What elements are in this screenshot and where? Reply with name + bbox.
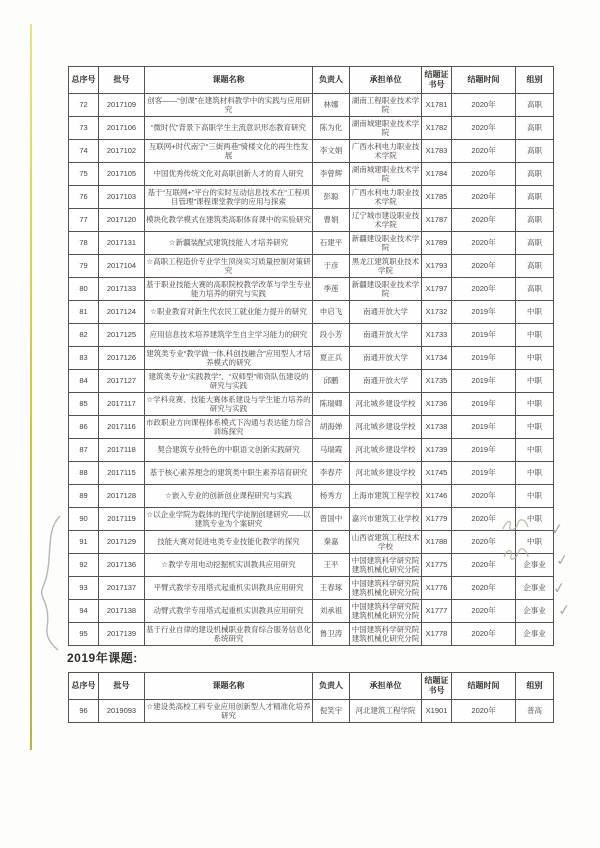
table-row: [69, 370, 554, 393]
cell-no: 78: [69, 232, 99, 255]
cell-no: 87: [69, 439, 99, 462]
column-header: 承担单位: [350, 67, 422, 94]
handwritten-brace: [36, 514, 66, 657]
cell-group: 高职: [516, 163, 554, 186]
cell-group: 高职: [516, 255, 554, 278]
cell-time: 2020年: [452, 186, 516, 209]
cell-no: 93: [69, 577, 99, 600]
cell-group: 中职: [516, 416, 554, 439]
cell-unit: 河北城乡建设学校: [350, 439, 422, 462]
cell-time: 2019年: [452, 347, 516, 370]
cell-leader: 申启飞: [313, 301, 350, 324]
cell-cert: X1789: [422, 232, 452, 255]
cell-unit: 南通开放大学: [350, 347, 422, 370]
cell-cert: X1781: [422, 94, 452, 117]
cell-title: ☆高职工程造价专业学生顶岗实习质量控制对策研究: [145, 255, 313, 278]
handwritten-checkmark: ✓: [551, 579, 567, 598]
cell-leader: 曾国中: [313, 508, 350, 531]
cell-cert: X1745: [422, 462, 452, 485]
cell-group: 高职: [516, 94, 554, 117]
cell-leader: 李春芹: [313, 462, 350, 485]
cell-group: 中职: [516, 485, 554, 508]
cell-time: 2019年: [452, 462, 516, 485]
column-header: 结题时间: [452, 67, 516, 94]
table-header-row: [69, 67, 554, 94]
cell-unit: 黑龙江建筑职业技术学院: [350, 255, 422, 278]
cell-batch: 2017109: [99, 94, 145, 117]
cell-unit: 河北城乡建设学校: [350, 462, 422, 485]
cell-leader: 鲁卫涛: [313, 623, 350, 646]
cell-no: 84: [69, 370, 99, 393]
table-row: [69, 163, 554, 186]
handwritten-checkmark: ✓: [554, 551, 570, 570]
cell-leader: 刘承祖: [313, 600, 350, 623]
cell-cert: X1782: [422, 117, 452, 140]
cell-no: 79: [69, 255, 99, 278]
cell-time: 2020年: [452, 531, 516, 554]
cell-no: 94: [69, 600, 99, 623]
cell-title: 平臂式教学专用塔式起重机实训教具应用研究: [145, 577, 313, 600]
cell-unit: 中国建筑科学研究院建筑机械化研究分院: [350, 577, 422, 600]
scan-artifact-yellow-line: [30, 24, 32, 750]
table-row: [69, 393, 554, 416]
cell-unit: 湖南工程职业技术学院: [350, 94, 422, 117]
cell-leader: 王春琢: [313, 577, 350, 600]
cell-unit: 广西水利电力职业技术学院: [350, 186, 422, 209]
cell-group: 企事业: [516, 623, 554, 646]
cell-batch: 2017131: [99, 232, 145, 255]
cell-leader: 林娜: [313, 94, 350, 117]
cell-no: 76: [69, 186, 99, 209]
cell-leader: 倪笑宇: [313, 700, 350, 723]
cell-batch: 2017119: [99, 508, 145, 531]
cell-no: 95: [69, 623, 99, 646]
cell-title: ☆嵌入专业的创新创业课程研究与实践: [145, 485, 313, 508]
table-row: [69, 508, 554, 531]
cell-cert: X1734: [422, 347, 452, 370]
cell-batch: 2017103: [99, 186, 145, 209]
cell-cert: X1776: [422, 577, 452, 600]
cell-no: 81: [69, 301, 99, 324]
cell-group: 中职: [516, 347, 554, 370]
column-header: 负责人: [313, 67, 350, 94]
cell-cert: X1788: [422, 531, 452, 554]
cell-title: 中国优秀传统文化对高职创新人才的育人研究: [145, 163, 313, 186]
cell-batch: 2017102: [99, 140, 145, 163]
cell-title: 基于行业自律的建设机械职业教育综合服务信息化系统研究: [145, 623, 313, 646]
cell-group: 中职: [516, 324, 554, 347]
cell-time: 2020年: [452, 117, 516, 140]
cell-unit: 南通开放大学: [350, 324, 422, 347]
cell-no: 83: [69, 347, 99, 370]
handwritten-checkmark: ✓: [556, 601, 572, 620]
cell-time: 2020年: [452, 278, 516, 301]
cell-leader: 夏正兵: [313, 347, 350, 370]
cell-no: 86: [69, 416, 99, 439]
table-row: [69, 462, 554, 485]
cell-group: 中职: [516, 439, 554, 462]
cell-time: 2020年: [452, 94, 516, 117]
cell-unit: 南通开放大学: [350, 370, 422, 393]
cell-leader: 胡海婵: [313, 416, 350, 439]
cell-leader: 彭聪: [313, 186, 350, 209]
table-row: [69, 255, 554, 278]
cell-batch: 2017106: [99, 117, 145, 140]
cell-cert: X1735: [422, 370, 452, 393]
column-header: 总序号: [69, 673, 99, 700]
column-header: 承担单位: [350, 673, 422, 700]
cell-title: 基于核心素养理念的建筑类中职生素养培育研究: [145, 462, 313, 485]
cell-batch: 2017137: [99, 577, 145, 600]
cell-leader: 邱鹏: [313, 370, 350, 393]
cell-group: 企事业: [516, 554, 554, 577]
table-row: [69, 209, 554, 232]
cell-title: 基于职业技能大赛的高职院校教学改革与学生专业能力培养的研究与实践: [145, 278, 313, 301]
cell-no: 85: [69, 393, 99, 416]
cell-group: 中职: [516, 531, 554, 554]
cell-unit: 广西水利电力职业技术学院: [350, 140, 422, 163]
cell-unit: 上海市建筑工程学校: [350, 485, 422, 508]
cell-time: 2020年: [452, 554, 516, 577]
cell-group: 企事业: [516, 577, 554, 600]
cell-cert: X1793: [422, 255, 452, 278]
cell-batch: 2017124: [99, 301, 145, 324]
cell-unit: 河北城乡建设学校: [350, 416, 422, 439]
cell-time: 2020年: [452, 600, 516, 623]
table-header-row: [69, 673, 554, 700]
cell-unit: 新疆建设职业技术学院: [350, 232, 422, 255]
cell-batch: 2017104: [99, 255, 145, 278]
column-header: 结题证书号: [422, 67, 452, 94]
cell-unit: 河北建筑工程学院: [350, 700, 422, 723]
cell-title: ☆教学专用电动挖掘机实训教具应用研究: [145, 554, 313, 577]
cell-unit: 山西省建筑工程技术学校: [350, 531, 422, 554]
column-header: 结题证书号: [422, 673, 452, 700]
cell-time: 2019年: [452, 324, 516, 347]
cell-time: 2020年: [452, 623, 516, 646]
cell-batch: 2017136: [99, 554, 145, 577]
cell-group: 高职: [516, 186, 554, 209]
cell-cert: X1732: [422, 301, 452, 324]
cell-cert: X1738: [422, 416, 452, 439]
cell-batch: 2017139: [99, 623, 145, 646]
cell-cert: X1797: [422, 278, 452, 301]
cell-leader: 于彦: [313, 255, 350, 278]
column-header: 组别: [516, 673, 554, 700]
cell-group: 高职: [516, 209, 554, 232]
cell-cert: X1787: [422, 209, 452, 232]
cell-no: 75: [69, 163, 99, 186]
cell-no: 77: [69, 209, 99, 232]
cell-title: “微时代”背景下高职学生主流意识形态教育研究: [145, 117, 313, 140]
cell-no: 82: [69, 324, 99, 347]
table-row: [69, 347, 554, 370]
table-row: [69, 577, 554, 600]
table-row: [69, 439, 554, 462]
cell-cert: X1736: [422, 393, 452, 416]
cell-title: ☆建设类高校工科专业应用创新型人才精准化培养研究: [145, 700, 313, 723]
table-row: [69, 232, 554, 255]
cell-batch: 2017116: [99, 416, 145, 439]
cell-title: ☆职业教育对新生代农民工就业能力提升的研究: [145, 301, 313, 324]
cell-leader: 季莲: [313, 278, 350, 301]
cell-group: 企事业: [516, 600, 554, 623]
cell-unit: 河北城乡建设学校: [350, 393, 422, 416]
cell-time: 2020年: [452, 163, 516, 186]
cell-cert: X1784: [422, 163, 452, 186]
cell-cert: X1775: [422, 554, 452, 577]
cell-no: 92: [69, 554, 99, 577]
cell-leader: 李曾辉: [313, 163, 350, 186]
cell-title: 市政职业方向课程体系模式下沟通与表达能力综合训练探究: [145, 416, 313, 439]
cell-group: 高职: [516, 278, 554, 301]
cell-time: 2019年: [452, 416, 516, 439]
cell-unit: 中国建筑科学研究院建筑机械化研究分院: [350, 623, 422, 646]
cell-batch: 2017133: [99, 278, 145, 301]
cell-title: 应用信息技术培养建筑学生自主学习能力的研究: [145, 324, 313, 347]
column-header: 总序号: [69, 67, 99, 94]
cell-time: 2020年: [452, 140, 516, 163]
table-row: [69, 94, 554, 117]
cell-group: 中职: [516, 508, 554, 531]
cell-cert: X1733: [422, 324, 452, 347]
cell-group: 高职: [516, 117, 554, 140]
cell-title: ☆新疆装配式建筑技能人才培养研究: [145, 232, 313, 255]
cell-cert: X1779: [422, 508, 452, 531]
table-row: [69, 278, 554, 301]
cell-group: 高职: [516, 140, 554, 163]
cell-batch: 2017126: [99, 347, 145, 370]
cell-batch: 2017117: [99, 393, 145, 416]
section-heading-2019: 2019年课题:: [67, 651, 138, 665]
cell-cert: X1785: [422, 186, 452, 209]
cell-cert: X1778: [422, 623, 452, 646]
cell-leader: 段小芳: [313, 324, 350, 347]
table-row: [69, 186, 554, 209]
cell-batch: 2017127: [99, 370, 145, 393]
column-header: 课题名称: [145, 67, 313, 94]
handwritten-checkmark: ✓: [549, 520, 565, 539]
cell-no: 88: [69, 462, 99, 485]
cell-time: 2020年: [452, 255, 516, 278]
table-row: [69, 117, 554, 140]
cell-no: 90: [69, 508, 99, 531]
cell-time: 2020年: [452, 232, 516, 255]
cell-batch: 2017118: [99, 439, 145, 462]
table-row: [69, 324, 554, 347]
cell-unit: 湖南城建职业技术学院: [350, 163, 422, 186]
cell-time: 2020年: [452, 508, 516, 531]
cell-leader: 王平: [313, 554, 350, 577]
cell-batch: 2017129: [99, 531, 145, 554]
table-row: [69, 485, 554, 508]
cell-title: 模块化教学模式在建筑类高职体育课中的实验研究: [145, 209, 313, 232]
cell-group: 中职: [516, 462, 554, 485]
cell-time: 2020年: [452, 209, 516, 232]
column-header: 批号: [99, 673, 145, 700]
cell-leader: 杨秀方: [313, 485, 350, 508]
cell-no: 96: [69, 700, 99, 723]
cell-batch: 2017120: [99, 209, 145, 232]
cell-group: 高职: [516, 232, 554, 255]
cell-title: 互联网+时代南宁“三街两巷”骑楼文化的再生性发展: [145, 140, 313, 163]
cell-no: 89: [69, 485, 99, 508]
cell-unit: 南通开放大学: [350, 301, 422, 324]
column-header: 组别: [516, 67, 554, 94]
cell-batch: 2017105: [99, 163, 145, 186]
table-row: [69, 416, 554, 439]
cell-title: 创客——“创课”在建筑材料教学中的实践与应用研究: [145, 94, 313, 117]
cell-cert: X1739: [422, 439, 452, 462]
cell-title: 动臂式教学专用塔式起重机实训教具应用研究: [145, 600, 313, 623]
cell-title: 技能大赛对促进电类专业技能化教学的探究: [145, 531, 313, 554]
column-header: 结题时间: [452, 673, 516, 700]
cell-title: 基于“互联网+”平台的实时互动信息技术在“工程项目管理”课程课堂教学的应用与探索: [145, 186, 313, 209]
cell-leader: 陈瑞卿: [313, 393, 350, 416]
cell-title: 建筑类专业“教学做一体,科创技融合”应用型人才培养模式的研究: [145, 347, 313, 370]
cell-unit: 中国建筑科学研究院建筑机械化研究分院: [350, 554, 422, 577]
projects-table-2019: [68, 672, 554, 723]
cell-title: 建筑类专业“实践教学”、“双师型”师资队伍建设的研究与实践: [145, 370, 313, 393]
cell-unit: 嘉兴市建筑工业学校: [350, 508, 422, 531]
cell-time: 2019年: [452, 301, 516, 324]
cell-leader: 李文娟: [313, 140, 350, 163]
cell-batch: 2017125: [99, 324, 145, 347]
cell-time: 2019年: [452, 439, 516, 462]
cell-unit: 中国建筑科学研究院建筑机械化研究分院: [350, 600, 422, 623]
cell-group: 中职: [516, 301, 554, 324]
cell-time: 2019年: [452, 370, 516, 393]
column-header: 课题名称: [145, 673, 313, 700]
cell-cert: X1783: [422, 140, 452, 163]
cell-batch: 2019093: [99, 700, 145, 723]
cell-leader: 陈为化: [313, 117, 350, 140]
cell-title: ☆学科竞赛、技能大赛体系建设与学生能力培养的研究与实践: [145, 393, 313, 416]
cell-time: 2020年: [452, 700, 516, 723]
cell-leader: 秦嘉: [313, 531, 350, 554]
table-row: [69, 600, 554, 623]
cell-batch: 2017128: [99, 485, 145, 508]
cell-batch: 2017138: [99, 600, 145, 623]
column-header: 负责人: [313, 673, 350, 700]
table-row: [69, 700, 554, 723]
cell-title: 契合建筑专业特色的中职语文创新实践研究: [145, 439, 313, 462]
cell-cert: X1777: [422, 600, 452, 623]
cell-title: ☆以企业学院为载体的现代学徒制创建研究——以建筑专业为个案研究: [145, 508, 313, 531]
cell-cert: X1901: [422, 700, 452, 723]
cell-unit: 辽宁城市建设职业技术学院: [350, 209, 422, 232]
cell-no: 73: [69, 117, 99, 140]
column-header: 批号: [99, 67, 145, 94]
cell-leader: 石建平: [313, 232, 350, 255]
cell-batch: 2017115: [99, 462, 145, 485]
cell-group: 中职: [516, 370, 554, 393]
table-row: [69, 301, 554, 324]
cell-unit: 湖南城建职业技术学院: [350, 117, 422, 140]
cell-leader: 马瑞霞: [313, 439, 350, 462]
table-row: [69, 531, 554, 554]
table-row: [69, 554, 554, 577]
table-row: [69, 140, 554, 163]
cell-cert: X1746: [422, 485, 452, 508]
cell-no: 80: [69, 278, 99, 301]
cell-time: 2019年: [452, 393, 516, 416]
table-row: [69, 623, 554, 646]
cell-unit: 新疆建设职业技术学院: [350, 278, 422, 301]
projects-table-2017: [68, 66, 554, 646]
cell-time: 2020年: [452, 577, 516, 600]
cell-group: 普高: [516, 700, 554, 723]
cell-leader: 曹娟: [313, 209, 350, 232]
cell-no: 91: [69, 531, 99, 554]
cell-no: 74: [69, 140, 99, 163]
cell-group: 中职: [516, 393, 554, 416]
cell-no: 72: [69, 94, 99, 117]
cell-time: 2020年: [452, 485, 516, 508]
